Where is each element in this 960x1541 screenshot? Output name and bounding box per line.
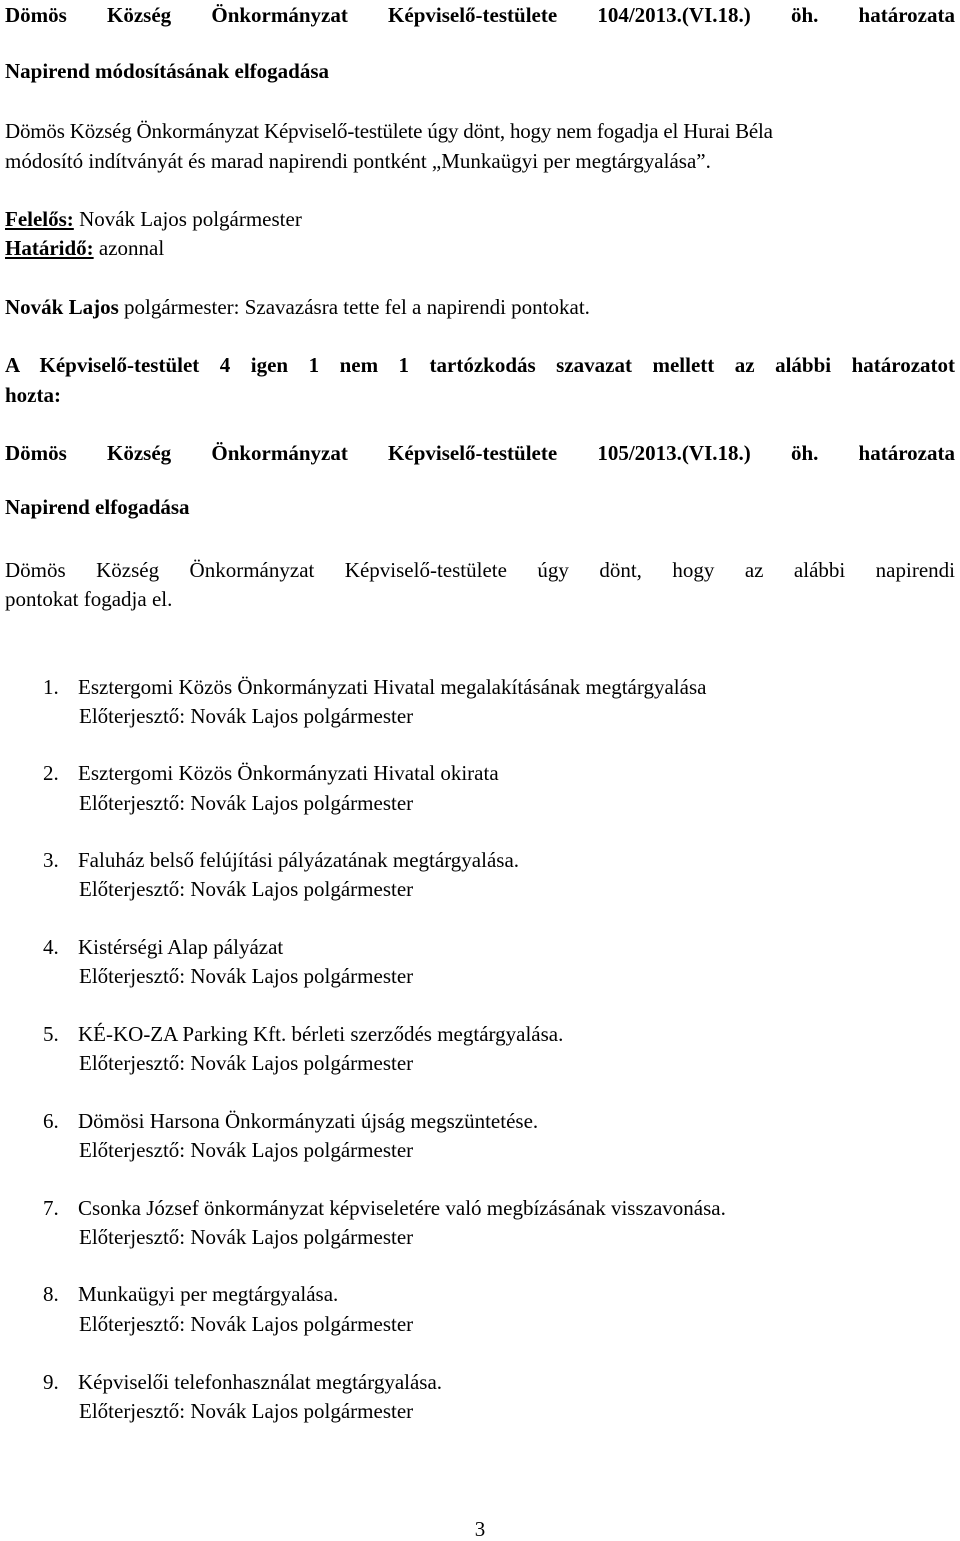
deadline-line <box>5 238 164 259</box>
responsible-line <box>5 209 302 230</box>
agenda-item-2-presenter: Előterjesztő: Novák Lajos polgármester <box>79 791 414 815</box>
agenda-item-3-title: 3. Faluház belső felújítási pályázatának megtárgyalása. <box>43 848 520 872</box>
deadline-label: Határidő: <box>5 236 94 260</box>
agenda-item-7-title: 7. Csonka József önkormányzat képviseletére való megbízásának visszavonása. <box>43 1196 726 1220</box>
agenda-item-1-presenter: Előterjesztő: Novák Lajos polgármester <box>79 704 414 728</box>
agenda-item-1-title: 1. Esztergomi Közös Önkormányzati Hivatal megalakításának megtárgyalása <box>43 675 707 699</box>
speaker-text: polgármester: Szavazásra tette fel a napirendi pontokat. <box>118 295 590 319</box>
agenda-item-9-presenter: Előterjesztő: Novák Lajos polgármester <box>79 1399 414 1423</box>
agenda-item-8-title: 8. Munkaügyi per megtárgyalása. <box>43 1282 339 1306</box>
agenda-item-6-title: 6. Dömösi Harsona Önkormányzati újság megszüntetése. <box>43 1109 539 1133</box>
agenda-item-5-title: 5. KÉ-KO-ZA Parking Kft. bérleti szerződés megtárgyalása. <box>43 1022 564 1046</box>
speaker-line <box>5 297 590 318</box>
resolution-104-body-line-2: módosító indítványát és marad napirendi pontként „Munkaügyi per megtárgyalása”. <box>5 149 711 173</box>
agenda-item-6-presenter: Előterjesztő: Novák Lajos polgármester <box>79 1138 414 1162</box>
responsible-value: Novák Lajos polgármester <box>73 207 302 231</box>
resolution-105-title: Dömös Község Önkormányzat Képviselő-testülete 105/2013.(VI.18.) öh. határozata <box>5 441 955 465</box>
agenda-item-2-title: 2. Esztergomi Közös Önkormányzati Hivatal okirata <box>43 761 499 785</box>
resolution-105-body-line-2: pontokat fogadja el. <box>5 587 173 611</box>
resolution-105-subject: Napirend elfogadása <box>5 495 190 519</box>
speaker-name: Novák Lajos <box>5 295 119 319</box>
vote-line-1: A Képviselő-testület 4 igen 1 nem 1 tartózkodás szavazat mellett az alábbi határozatot <box>5 353 955 377</box>
agenda-item-9-title: 9. Képviselői telefonhasználat megtárgyalása. <box>43 1370 443 1394</box>
page-number: 3 <box>474 1517 486 1541</box>
deadline-value: azonnal <box>93 236 165 260</box>
resolution-104-subject: Napirend módosításának elfogadása <box>5 59 330 83</box>
agenda-item-3-presenter: Előterjesztő: Novák Lajos polgármester <box>79 877 414 901</box>
agenda-item-8-presenter: Előterjesztő: Novák Lajos polgármester <box>79 1312 414 1336</box>
vote-line-2: hozta: <box>5 383 61 407</box>
resolution-104-body-line-1: Dömös Község Önkormányzat Képviselő-testülete úgy dönt, hogy nem fogadja el Hurai Béla <box>5 119 773 143</box>
resolution-105-body-line-1: Dömös Község Önkormányzat Képviselő-testülete úgy dönt, hogy az alábbi napirendi <box>5 558 955 582</box>
agenda-item-5-presenter: Előterjesztő: Novák Lajos polgármester <box>79 1051 414 1075</box>
agenda-item-7-presenter: Előterjesztő: Novák Lajos polgármester <box>79 1225 414 1249</box>
agenda-item-4-title: 4. Kistérségi Alap pályázat <box>43 935 284 959</box>
agenda-item-4-presenter: Előterjesztő: Novák Lajos polgármester <box>79 964 414 988</box>
resolution-104-title: Dömös Község Önkormányzat Képviselő-testülete 104/2013.(VI.18.) öh. határozata <box>5 3 955 27</box>
responsible-label: Felelős: <box>5 207 74 231</box>
